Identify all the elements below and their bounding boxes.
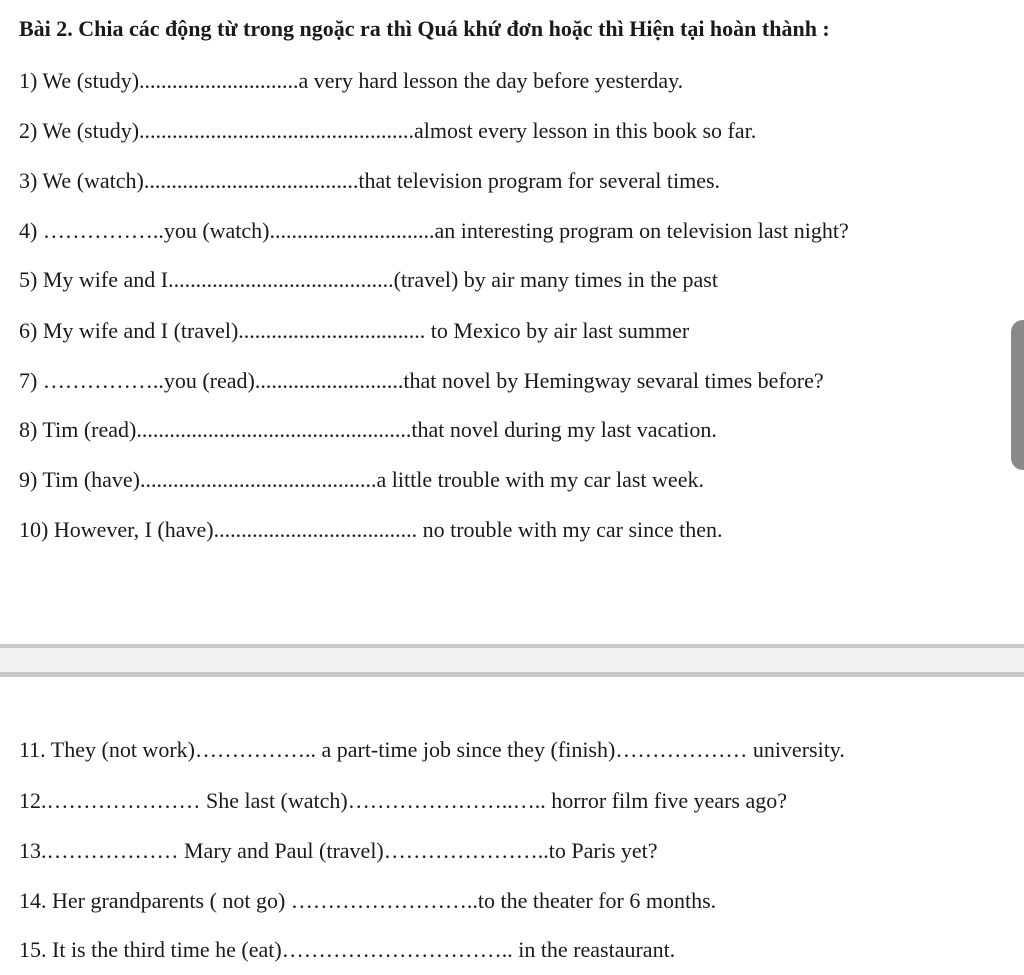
exercise-item-10: 10) However, I (have)..................................... no trouble with my car since then.	[19, 517, 723, 542]
page-separator	[0, 640, 1024, 680]
exercise-item-1: 1) We (study).............................a very hard lesson the day before yesterday.	[19, 68, 684, 93]
exercise-item-14: 14. Her grandparents ( not go) ……………………..to the theater for 6 months.	[19, 888, 717, 913]
exercise-item-7: 7) ……………..you (read)...........................that novel by Hemingway sevaral times before?	[19, 368, 824, 393]
page-separator-edge-bottom	[0, 672, 1024, 677]
exercise-item-6: 6) My wife and I (travel).................................. to Mexico by air last summer	[19, 318, 690, 343]
exercise-item-8: 8) Tim (read)..................................................that novel during my last vacation.	[19, 417, 717, 442]
exercise-item-3: 3) We (watch).......................................that television program for several times.	[19, 168, 721, 193]
exercise-item-15: 15. It is the third time he (eat)………………………….. in the reastaurant.	[19, 937, 676, 962]
exercise-item-2: 2) We (study)..................................................almost every lesson in this book so far.	[19, 118, 757, 143]
exercise-item-11: 11. They (not work)…………….. a part-time job since they (finish)……………… university.	[19, 737, 845, 762]
scrollbar-thumb[interactable]	[1011, 320, 1024, 470]
exercise-title: Bài 2. Chia các động từ trong ngoặc ra thì Quá khứ đơn hoặc thì Hiện tại hoàn thành :	[19, 16, 830, 41]
exercise-item-12: 12.………………… She last (watch)…………………..….. horror film five years ago?	[19, 788, 788, 813]
exercise-item-4: 4) ……………..you (watch)..............................an interesting program on television last night?	[19, 218, 849, 243]
exercise-item-13: 13.……………… Mary and Paul (travel)…………………..to Paris yet?	[19, 838, 658, 863]
exercise-item-5: 5) My wife and I.........................................(travel) by air many times in the past	[19, 267, 718, 292]
page-separator-gap	[0, 648, 1024, 672]
exercise-item-9: 9) Tim (have)...........................................a little trouble with my car last week.	[19, 467, 704, 492]
